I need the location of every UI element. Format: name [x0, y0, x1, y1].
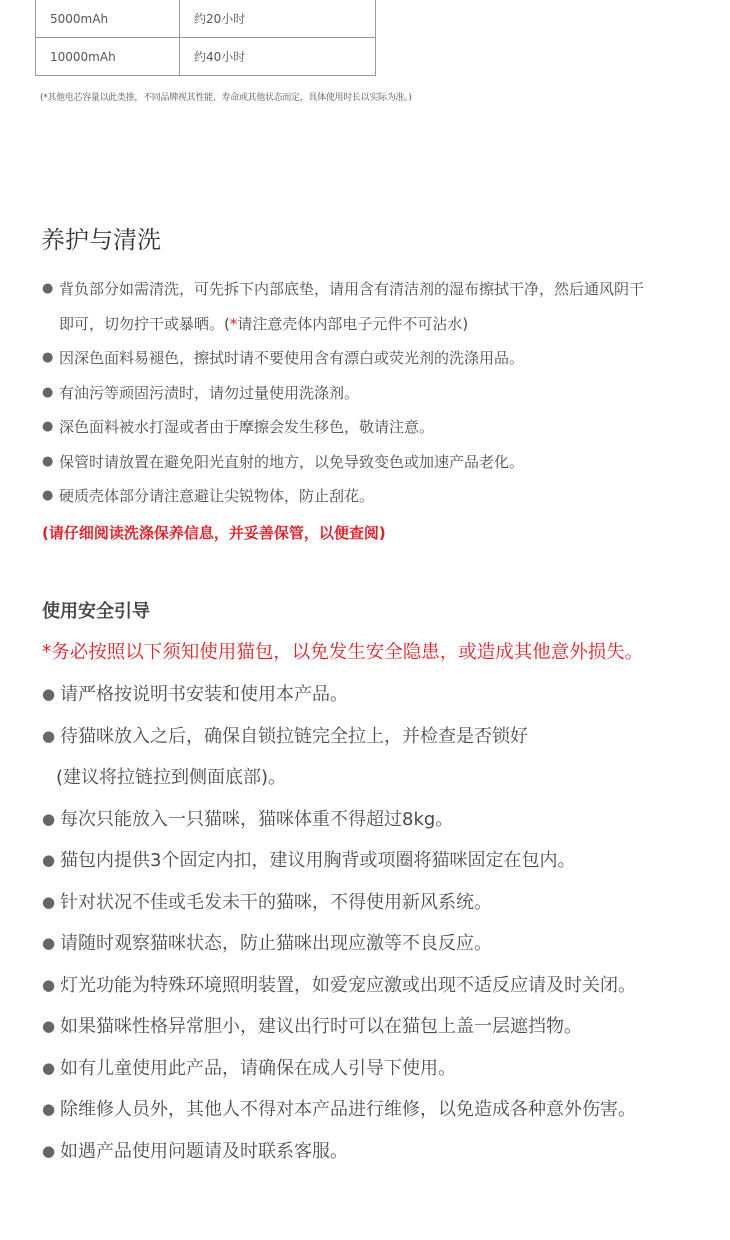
bullet-icon: ● [42, 1058, 56, 1077]
safety-warning: *务必按照以下须知使用猫包，以免发生安全隐患，或造成其他意外损失。 [42, 642, 644, 663]
bullet-icon: ● [42, 488, 54, 503]
list-item [42, 272, 644, 341]
list-item [42, 840, 636, 882]
care-section-title: 养护与清洗 [41, 226, 161, 254]
bullet-icon: ● [42, 975, 56, 994]
care-item-text: 保管时请放置在避免阳光直射的地方，以免导致变色或加速产品老化。 [59, 452, 525, 471]
bullet-icon: ● [42, 1100, 56, 1118]
bullet-icon: ● [42, 892, 56, 911]
care-item-text: 深色面料被水打湿或者由于摩擦会发生移色，敬请注意。 [59, 418, 435, 436]
list-item [42, 882, 636, 924]
bullet-icon: ● [42, 453, 54, 469]
list-item [42, 445, 644, 480]
list-item [42, 1048, 636, 1090]
list-item [42, 1006, 636, 1048]
duration-cell: 约40小时 [180, 38, 376, 76]
list-item [42, 376, 644, 411]
list-item [42, 923, 636, 965]
safety-list [42, 674, 636, 1172]
bullet-icon: ● [42, 419, 54, 434]
safety-item-text: 除维修人员外，其他人不得对本产品进行维修，以免造成各种意外伤害。 [60, 1099, 636, 1120]
bullet-icon: ● [42, 726, 56, 745]
safety-item-text: 针对状况不佳或毛发未干的猫咪，不得使用新风系统。 [60, 891, 492, 913]
table-row [36, 0, 376, 38]
care-item-text: 因深色面料易褪色，擦拭时请不要使用含有漂白或荧光剂的洗涤用品。 [59, 349, 525, 367]
duration-cell: 约20小时 [180, 0, 376, 38]
capacity-cell: 5000mAh [36, 0, 180, 38]
list-item [42, 410, 644, 445]
care-item-text-part: 请注意壳体内部电子元件不可沾水) [237, 314, 469, 333]
bullet-icon: ● [42, 809, 56, 828]
list-item [42, 965, 636, 1007]
bullet-icon: ● [42, 934, 56, 952]
list-item [42, 674, 636, 716]
bullet-icon: ● [42, 685, 56, 703]
safety-item-text: 待猫咪放入之后，确保自锁拉链完全拉上，并检查是否锁好 [60, 725, 528, 747]
safety-item-text: 请严格按说明书安装和使用本产品。 [60, 684, 348, 705]
safety-item-text: 如遇产品使用问题请及时联系客服。 [60, 1140, 348, 1162]
bullet-icon: ● [42, 281, 54, 296]
care-item-text: 硬质壳体部分请注意避让尖锐物体，防止刮花。 [59, 487, 375, 505]
battery-footnote: (*其他电芯容量以此类推，不同品牌视其性能、寿命或其他状态而定，具体使用时长以实际为准。) [40, 93, 412, 103]
bullet-icon: ● [42, 851, 56, 869]
bullet-icon: ● [42, 1141, 56, 1160]
bullet-icon: ● [42, 350, 54, 365]
list-item [42, 1089, 636, 1131]
safety-section-title: 使用安全引导 [42, 601, 150, 622]
list-item [42, 341, 644, 376]
list-item [42, 1131, 636, 1173]
capacity-cell: 10000mAh [36, 38, 180, 76]
list-item [42, 479, 644, 514]
battery-life-table [35, 0, 376, 76]
safety-item-text: 如有儿童使用此产品，请确保在成人引导下使用。 [60, 1057, 456, 1079]
safety-item-text: 如果猫咪性格异常胆小，建议出行时可以在猫包上盖一层遮挡物。 [60, 1016, 582, 1037]
list-item [42, 799, 636, 841]
table-row [36, 38, 376, 76]
care-item-text-part: 即可，切勿拧干或暴晒。( [59, 314, 230, 333]
care-reminder-note: (请仔细阅读洗涤保养信息，并妥善保管，以便查阅) [42, 524, 386, 542]
safety-item-text-continued: (建议将拉链拉到侧面底部)。 [56, 767, 287, 788]
list-item [42, 716, 636, 799]
safety-item-text: 猫包内提供3个固定内扣，建议用胸背或项圈将猫咪固定在包内。 [60, 850, 576, 871]
bullet-icon: ● [42, 1017, 56, 1035]
safety-item-text: 请随时观察猫咪状态，防止猫咪出现应激等不良反应。 [60, 933, 492, 954]
care-item-text: 背负部分如需清洗，可先拆下内部底垫，请用含有清洁剂的湿布擦拭干净，然后通风阴干 [59, 280, 645, 298]
care-item-text-continued [59, 307, 644, 342]
bullet-icon: ● [42, 384, 54, 400]
care-list [42, 272, 644, 514]
care-item-text: 有油污等顽固污渍时，请勿过量使用洗涤剂。 [59, 383, 360, 402]
safety-item-text: 灯光功能为特殊环境照明装置，如爱宠应激或出现不适反应请及时关闭。 [60, 974, 636, 996]
asterisk-mark: * [229, 314, 238, 333]
safety-item-text: 每次只能放入一只猫咪，猫咪体重不得超过8kg。 [60, 808, 454, 830]
